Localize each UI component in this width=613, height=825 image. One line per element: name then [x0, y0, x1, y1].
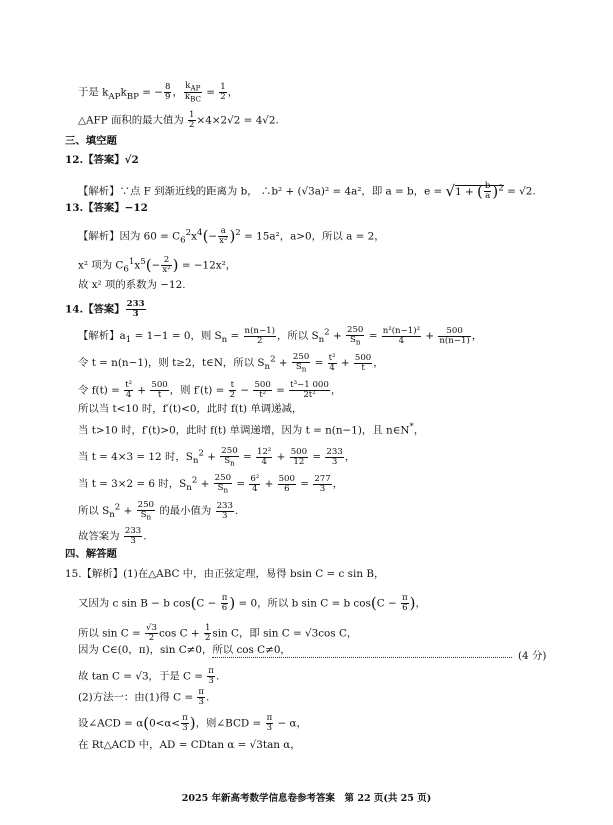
q13-solution-2: x² 项为 $C_6^1x^5(-$ $\frac{2}{\text{x²}}$ ) = −12x²， — [78, 255, 237, 276]
q15-line-3: 所以 sin C = $\frac{√3}{2}$ cos C + $\frac{1}{2}$ sin C，即 sin C = √3cos C， — [78, 623, 358, 644]
q14-solution-3: 令 f(t) = $\frac{\text{t²}}{4}$ + $\frac{500}{t}$ ，则 f′(t) = $\frac{t}{2}$ − $\frac{500}{\text{t²}}$ = $\frac{\text{t³−1 000}}{\text{2t²}}$ ， — [78, 380, 342, 401]
q14-solution-8: 所以 $S_n^2$ + $\frac{250}{S_n}$ 的最小值为 $\frac{233}{3}$ . — [78, 500, 239, 522]
q15-line-4: 因为 C∈(0，π)，sin C≠0，所以 cos C≠0， — [78, 644, 291, 656]
q14-solution-4: 所以当 t<10 时，f′(t)<0，此时 f(t) 单调递减， — [78, 403, 303, 415]
q14-solution-7: 当 t = 3×2 = 6 时，$S_n^2$ + $\frac{250}{S_n}$ = $\frac{\text{6²}}{4}$ + $\frac{500}{6}$ = $\frac{277}{3}$ ， — [78, 473, 344, 495]
q14-solution-6: 当 t = 4×3 = 12 时，$S_n^2$ + $\frac{250}{S_n}$ = $\frac{\text{12²}}{4}$ + $\frac{500}{12}$ = $\frac{233}{3}$ ， — [78, 446, 356, 468]
q13-solution-3: 故 x² 项的系数为 −12. — [78, 279, 186, 291]
q13-solution-1: 【解析】因为 $60 = C_6^2x^4(-$ $\frac{a}{\text{x²}}$ )$^2$ = 15a²，a>0，所以 a = 2， — [78, 226, 385, 247]
line-slope-product: 于是 $k_{AP}k_{BP}$ = − $\frac{8}{9}$ ， $\frac{k_{AP}}{k_{BC}}$ = $\frac{1}{2}$ ， — [78, 81, 239, 104]
q14-solution-9: 故答案为 $\frac{233}{3}$ . — [78, 526, 147, 547]
q15-line-1: 15.【解析】(1)在△ABC 中，由正弦定理，易得 bsin C = c sin B， — [65, 568, 385, 580]
q12-answer: 12.【答案】√2 — [65, 154, 139, 166]
q14-solution-5: 当 t>10 时，f′(t)>0，此时 f(t) 单调递增，因为 t = n(n−1)，且 n∈N*， — [78, 422, 425, 437]
line-area-max: △AFP 面积的最大值为 $\frac{1}{2}$ ×4×2√2 = 4√2. — [78, 110, 279, 131]
q14-solution-1: 【解析】$a_1 = 1-1 = 0$，则 $S_n$ = $\frac{n(n-1)}{2}$ ，所以 $S_n^2$ + $\frac{250}{S_n}$ = $\frac{\text{n²(n−1)²}}{4}$ + $\frac{500}{n(n-1)}$ ， — [78, 325, 483, 347]
q15-line-8: 在 Rt△ACD 中，AD = CDtan α = √3tan α， — [78, 739, 301, 751]
page-footer: 2025 年新高考数学信息卷参考答案 第 22 页(共 25 页) — [181, 793, 432, 804]
q14-answer: 14.【答案】 $\frac{233}{3}$ — [65, 299, 145, 320]
score-points: (4 分) — [518, 650, 547, 662]
q13-answer: 13.【答案】−12 — [65, 202, 148, 214]
section-answer-questions: 四、解答题 — [65, 548, 117, 560]
q15-line-5: 故 tan C = √3，于是 C = $\frac{\pi}{3}$ . — [78, 666, 220, 687]
score-leader-dots — [212, 657, 512, 658]
section-fill-in: 三、填空题 — [65, 135, 117, 147]
q12-solution: 【解析】∵点 F 到渐近线的距离为 b， ∴b² + (√3a)² = 4a²，即 a = b，e = √1 + ( $\frac{b}{a}$ )$^2$ = √2. — [78, 181, 536, 202]
q15-line-6: (2)方法一：由(1)得 C = $\frac{\pi}{3}$ . — [78, 687, 210, 708]
q15-line-2: 又因为 c sin B − b cos(C − $\frac{\pi}{6}$ ) = 0，所以 b sin C = b cos(C − $\frac{\pi}{6}$ )， — [78, 593, 426, 614]
q15-line-7: 设∠ACD = α(0<α< $\frac{\pi}{3}$ )，则∠BCD = $\frac{\pi}{3}$ − α， — [78, 713, 307, 734]
q14-solution-2: 令 t = n(n−1)，则 t≥2，t∈N，所以 $S_n^2$ + $\frac{250}{S_n}$ = $\frac{\text{t²}}{4}$ + $\frac{500}{t}$ ， — [78, 352, 384, 374]
